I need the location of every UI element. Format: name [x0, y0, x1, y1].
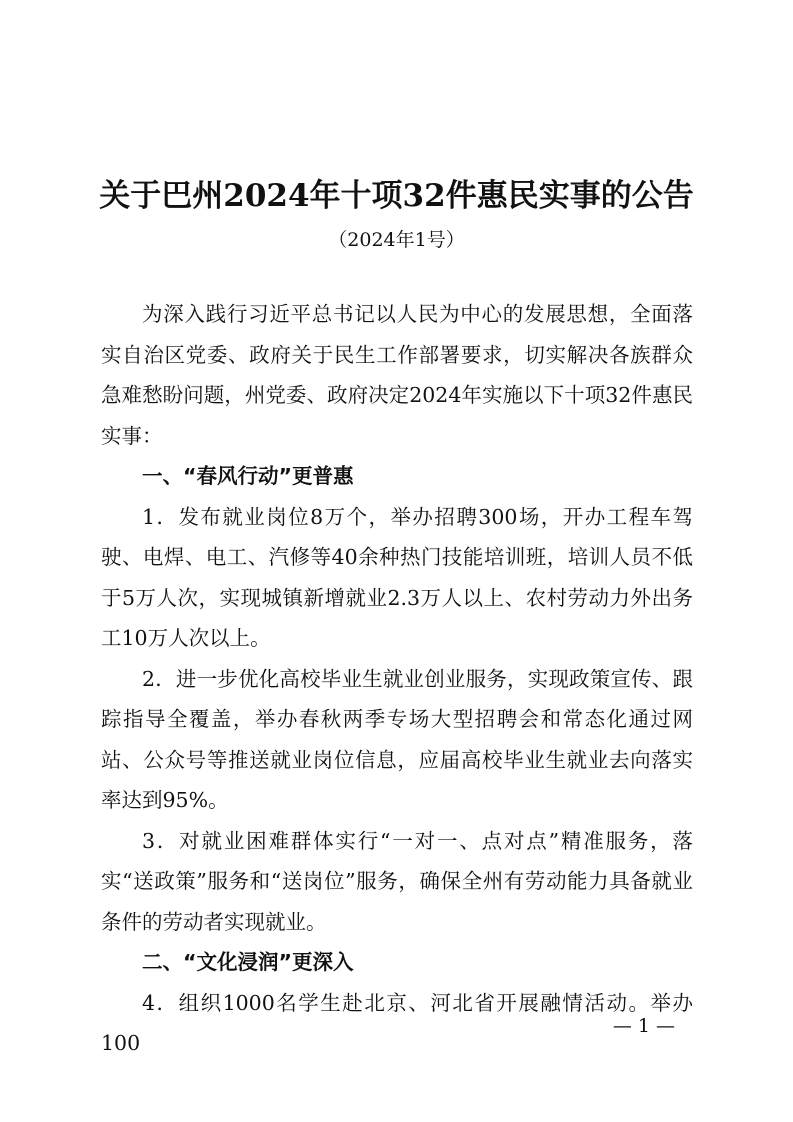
item-paragraph-3: 3．对就业困难群体实行“一对一、点对点”精准服务，落实“送政策”服务和“送岗位”服务，确保全州有劳动能力具备就业条件的劳动者实现就业。 — [101, 828, 693, 934]
section-heading-2: 二、“文化浸润”更深入 — [142, 950, 354, 974]
section-heading-1: 一、“春风行动”更普惠 — [142, 464, 354, 488]
document-body — [101, 294, 693, 1064]
item-paragraph-1: 1．发布就业岗位8万个，举办招聘300场，开办工程车驾驶、电焊、电工、汽修等40余种热门技能培训班，培训人员不低于5万人次，实现城镇新增就业2.3万人以上、农村劳动力外出务工10万人次以上。 — [101, 504, 693, 650]
item-paragraph-4: 4．组织1000名学生赴北京、河北省开展融情活动。举办100 — [101, 990, 693, 1055]
document-number: （2024年1号） — [328, 229, 465, 251]
intro-paragraph: 为深入践行习近平总书记以人民为中心的发展思想，全面落实自治区党委、政府关于民生工作部署要求，切实解决各族群众急难愁盼问题，州党委、政府决定2024年实施以下十项32件惠民实事： — [101, 302, 693, 448]
page-number: — 1 — — [612, 1015, 675, 1037]
item-paragraph-2: 2．进一步优化高校毕业生就业创业服务，实现政策宣传、跟踪指导全覆盖，举办春秋两季专场大型招聘会和常态化通过网站、公众号等推送就业岗位信息，应届高校毕业生就业去向落实率达到95%。 — [101, 666, 693, 812]
document-title: 关于巴州2024年十项32件惠民实事的公告 — [99, 178, 694, 214]
